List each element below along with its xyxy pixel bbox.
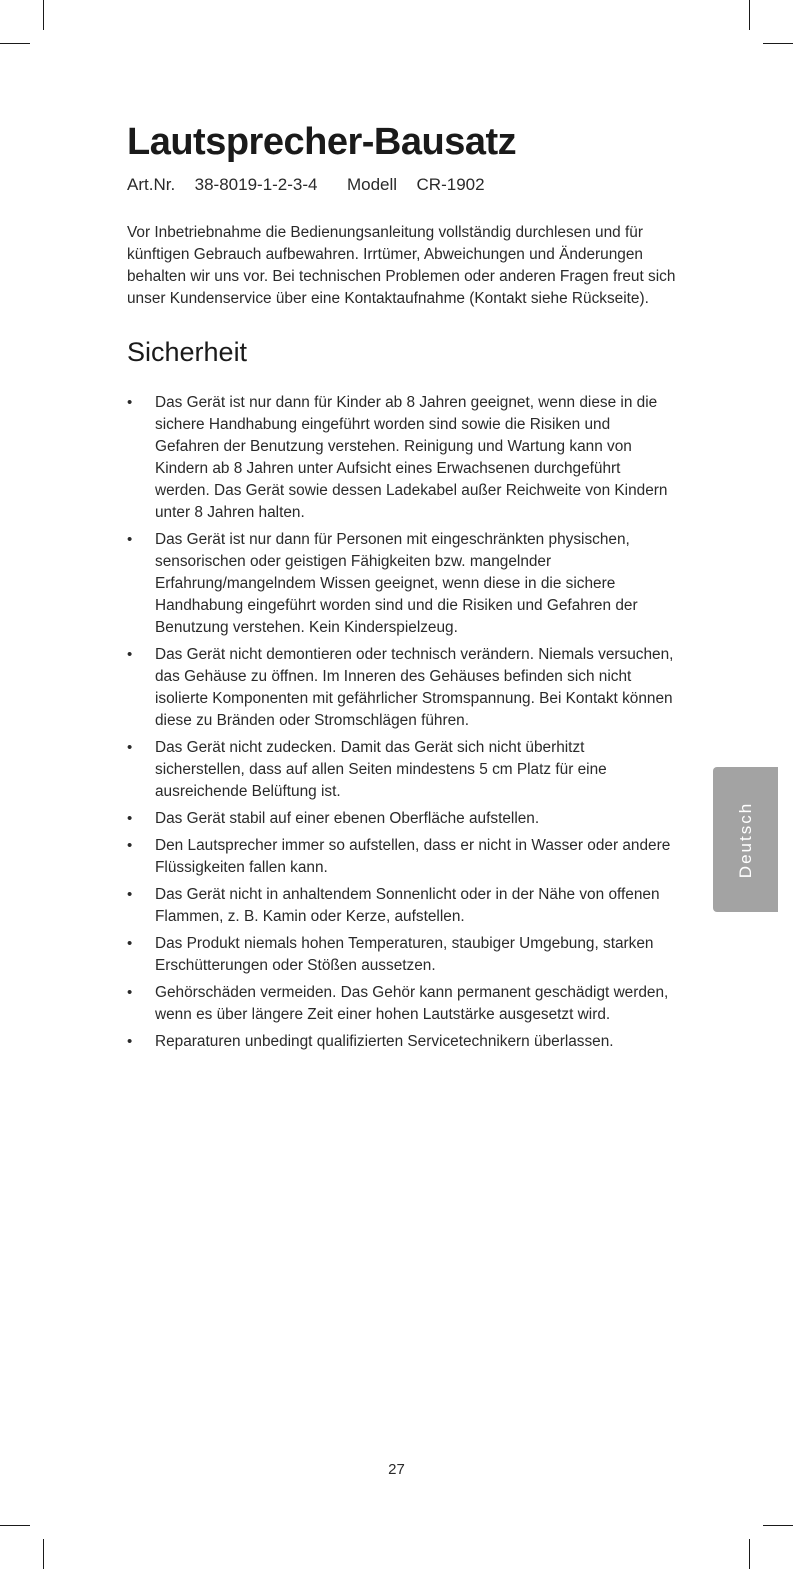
bullet-icon: • xyxy=(127,810,133,828)
document-content xyxy=(127,118,677,1058)
bullet-icon: • xyxy=(127,531,133,549)
bullet-icon: • xyxy=(127,1033,133,1051)
crop-mark-top-left-horizontal xyxy=(0,43,30,44)
art-nr-label: Art.Nr. xyxy=(127,175,176,194)
list-item-text: Das Produkt niemals hohen Temperaturen, staubiger Umgebung, starken Erschütterungen oder Stößen aussetzen. xyxy=(155,935,654,975)
list-item xyxy=(127,1031,677,1053)
list-item xyxy=(127,644,677,732)
section-title-safety: Sicherheit xyxy=(127,337,248,367)
language-tab xyxy=(713,767,778,912)
list-item-text: Den Lautsprecher immer so aufstellen, dass er nicht in Wasser oder andere Flüssigkeiten fallen kann. xyxy=(155,837,671,877)
list-item xyxy=(127,737,677,803)
list-item xyxy=(127,529,677,639)
list-item-text: Das Gerät nicht demontieren oder technisch verändern. Niemals versuchen, das Gehäuse zu öffnen. Im Inneren des Gehäuses befinden sich nicht isolierte Komponenten mit gefährlicher Stromspannung. Bei Kontakt können diese zu Bränden oder Stromschlägen führen. xyxy=(155,646,674,730)
crop-mark-bottom-right-horizontal xyxy=(763,1525,793,1526)
bullet-icon: • xyxy=(127,646,133,664)
crop-mark-bottom-left-horizontal xyxy=(0,1525,30,1526)
list-item-text: Reparaturen unbedingt qualifizierten Servicetechnikern überlassen. xyxy=(155,1033,614,1051)
art-nr-value: 38-8019-1-2-3-4 xyxy=(194,175,318,194)
list-item-text: Das Gerät nicht in anhaltendem Sonnenlicht oder in der Nähe von offenen Flammen, z. B. Kamin oder Kerze, aufstellen. xyxy=(155,886,660,926)
list-item-text: Gehörschäden vermeiden. Das Gehör kann permanent geschädigt werden, wenn es über längere Zeit einer hohen Lautstärke ausgesetzt wird. xyxy=(155,984,669,1024)
list-item xyxy=(127,884,677,928)
model-label: Modell xyxy=(346,175,398,194)
bullet-icon: • xyxy=(127,837,133,855)
language-tab-label: Deutsch xyxy=(735,801,755,878)
list-item-text: Das Gerät nicht zudecken. Damit das Gerät sich nicht überhitzt sicherstellen, dass auf allen Seiten mindestens 5 cm Platz für eine ausreichende Belüftung ist. xyxy=(155,739,607,801)
list-item xyxy=(127,392,677,524)
list-item xyxy=(127,982,677,1026)
bullet-icon: • xyxy=(127,394,133,412)
list-item xyxy=(127,835,677,879)
safety-list xyxy=(127,392,677,1053)
list-item-text: Das Gerät ist nur dann für Personen mit eingeschränkten physischen, sensorischen oder geistigen Fähigkeiten bzw. mangelnder Erfahrung/mangelndem Wissen geeignet, wenn diese in die sichere Handhabung eingeführt worden sind und die Risiken und Gefahren der Benutzung verstehen. Kein Kinderspielzeug. xyxy=(155,531,638,637)
list-item xyxy=(127,808,677,830)
list-item xyxy=(127,933,677,977)
model-value: CR-1902 xyxy=(416,175,485,194)
bullet-icon: • xyxy=(127,739,133,757)
intro-paragraph: Vor Inbetriebnahme die Bedienungsanleitung vollständig durchlesen und für künftigen Gebrauch aufbewahren. Irrtümer, Abweichungen und Änderungen behalten wir uns vor. Bei technischen Problemen oder anderen Fragen freut sich unser Kundenservice über eine Kontaktaufnahme (Kontakt siehe Rückseite). xyxy=(127,224,676,307)
list-item-text: Das Gerät stabil auf einer ebenen Oberfläche aufstellen. xyxy=(155,810,540,828)
crop-mark-top-right-vertical xyxy=(749,0,750,30)
bullet-icon: • xyxy=(127,984,133,1002)
crop-mark-top-left-vertical xyxy=(43,0,44,30)
crop-mark-bottom-left-vertical xyxy=(43,1539,44,1569)
document-title: Lautsprecher-Bausatz xyxy=(127,121,517,163)
article-number-line xyxy=(127,174,677,196)
page-number: 27 xyxy=(388,1461,405,1478)
crop-mark-bottom-right-vertical xyxy=(749,1539,750,1569)
bullet-icon: • xyxy=(127,935,133,953)
crop-mark-top-right-horizontal xyxy=(763,43,793,44)
bullet-icon: • xyxy=(127,886,133,904)
list-item-text: Das Gerät ist nur dann für Kinder ab 8 Jahren geeignet, wenn diese in die sichere Handhabung eingeführt worden sind sowie die Risiken und Gefahren der Benutzung verstehen. Reinigung und Wartung kann von Kindern ab 8 Jahren unter Aufsicht eines Erwachsenen durchgeführt werden. Das Gerät sowie dessen Ladekabel außer Reichweite von Kindern unter 8 Jahren halten. xyxy=(155,394,668,522)
